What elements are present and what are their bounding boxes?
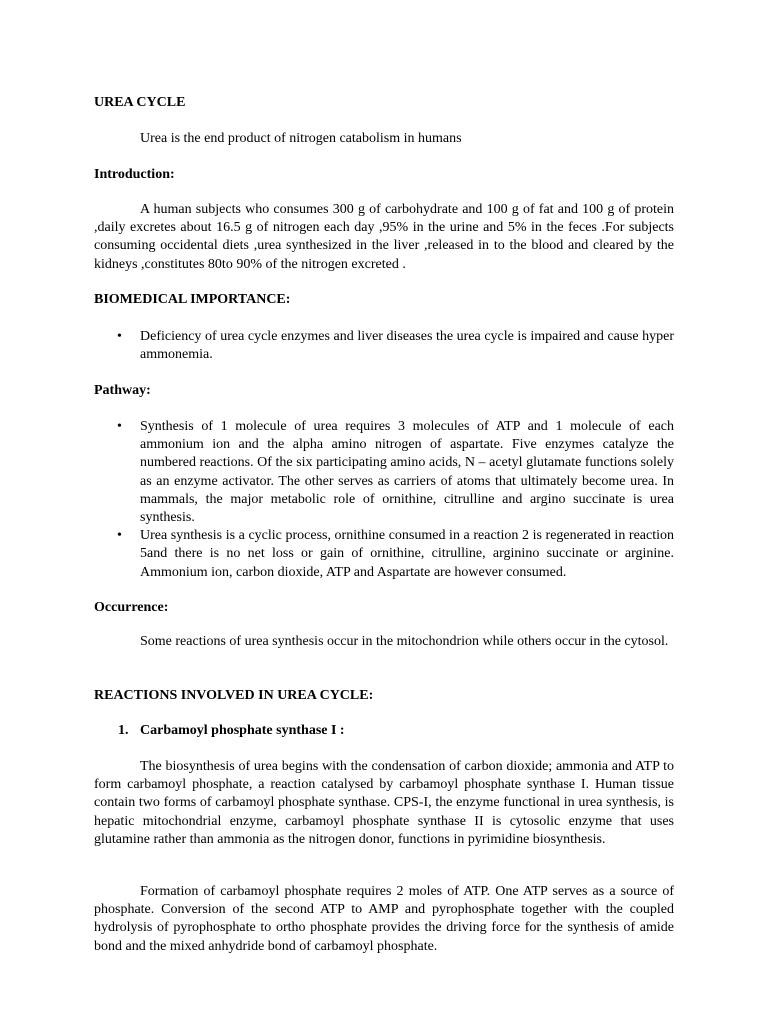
bullet-icon: • (117, 329, 122, 344)
bullet-icon: • (117, 419, 122, 434)
occurrence-heading: Occurrence: (94, 600, 169, 615)
reaction-paragraph-1: The biosynthesis of urea begins with the condensation of carbon dioxide; ammonia and ATP to form carbamoyl phosphate, a reaction catalysed by carbamoyl phosphate synthase I. Human tissue contain two forms of carbamoyl phosphate synthase. CPS-I, the enzyme functional in urea synthesis, is hepatic mitochondrial enzyme, carbamoyl phosphate synthase II is cytosolic enzyme that uses glutamine rather than ammonia as the nitrogen donor, functions in pyrimidine biosynthesis. (94, 759, 674, 847)
bullet-icon: • (117, 528, 122, 544)
list-item (94, 527, 674, 582)
pathway-list (94, 418, 674, 582)
bullet-text: Synthesis of 1 molecule of urea requires 3 molecules of ATP and 1 molecule of each ammonium ion and the alpha amino nitrogen of aspartate. Five enzymes catalyze the numbered reactions. Of the six participating amino acids, N – acetyl glutamate functions solely as an enzyme activator. The other serves as carriers of atoms that ultimately become urea. In mammals, the major metabolic role of ornithine, citrulline and argino succinate is urea synthesis. (140, 419, 674, 526)
introduction-heading: Introduction: (94, 167, 175, 182)
reaction-item-title (118, 722, 345, 740)
bullet-text: Urea synthesis is a cyclic process, ornithine consumed in a reaction 2 is regenerated in reaction 5and there is no net loss or gain of ornithine, citrulline, arginino succinate or arginine. Ammonium ion, carbon dioxide, ATP and Aspartate are however consumed. (140, 528, 674, 580)
biomedical-list (94, 328, 674, 364)
lead-sentence: Urea is the end product of nitrogen catabolism in humans (140, 131, 462, 146)
list-item (94, 418, 674, 527)
reactions-heading: REACTIONS INVOLVED IN UREA CYCLE: (94, 688, 374, 703)
list-item (94, 328, 674, 364)
reaction-paragraph-2: Formation of carbamoyl phosphate requires 2 moles of ATP. One ATP serves as a source of phosphate. Conversion of the second ATP to AMP and pyrophosphate together with the coupled hydrolysis of pyrophosphate to ortho phosphate provides the driving force for the synthesis of amide bond and the mixed anhydride bond of carbamoyl phosphate. (94, 884, 674, 954)
biomedical-heading: BIOMEDICAL IMPORTANCE: (94, 292, 291, 307)
occurrence-paragraph: Some reactions of urea synthesis occur in the mitochondrion while others occur in the cytosol. (140, 634, 669, 649)
reaction-item-label: Carbamoyl phosphate synthase I : (140, 723, 345, 738)
pathway-heading: Pathway: (94, 383, 151, 398)
introduction-paragraph: A human subjects who consumes 300 g of carbohydrate and 100 g of fat and 100 g of protein ,daily excretes about 16.5 g of nitrogen each day ,95% in the urine and 5% in the feces .For subjects consuming occidental diets ,urea synthesized in the liver ,released in to the blood and cleared by the kidneys ,constitutes 80to 90% of the nitrogen excreted . (94, 202, 674, 272)
bullet-text: Deficiency of urea cycle enzymes and liver diseases the urea cycle is impaired and cause hyper ammonemia. (140, 329, 674, 363)
reaction-item-number: 1. (118, 723, 129, 738)
page-title: UREA CYCLE (94, 95, 186, 110)
